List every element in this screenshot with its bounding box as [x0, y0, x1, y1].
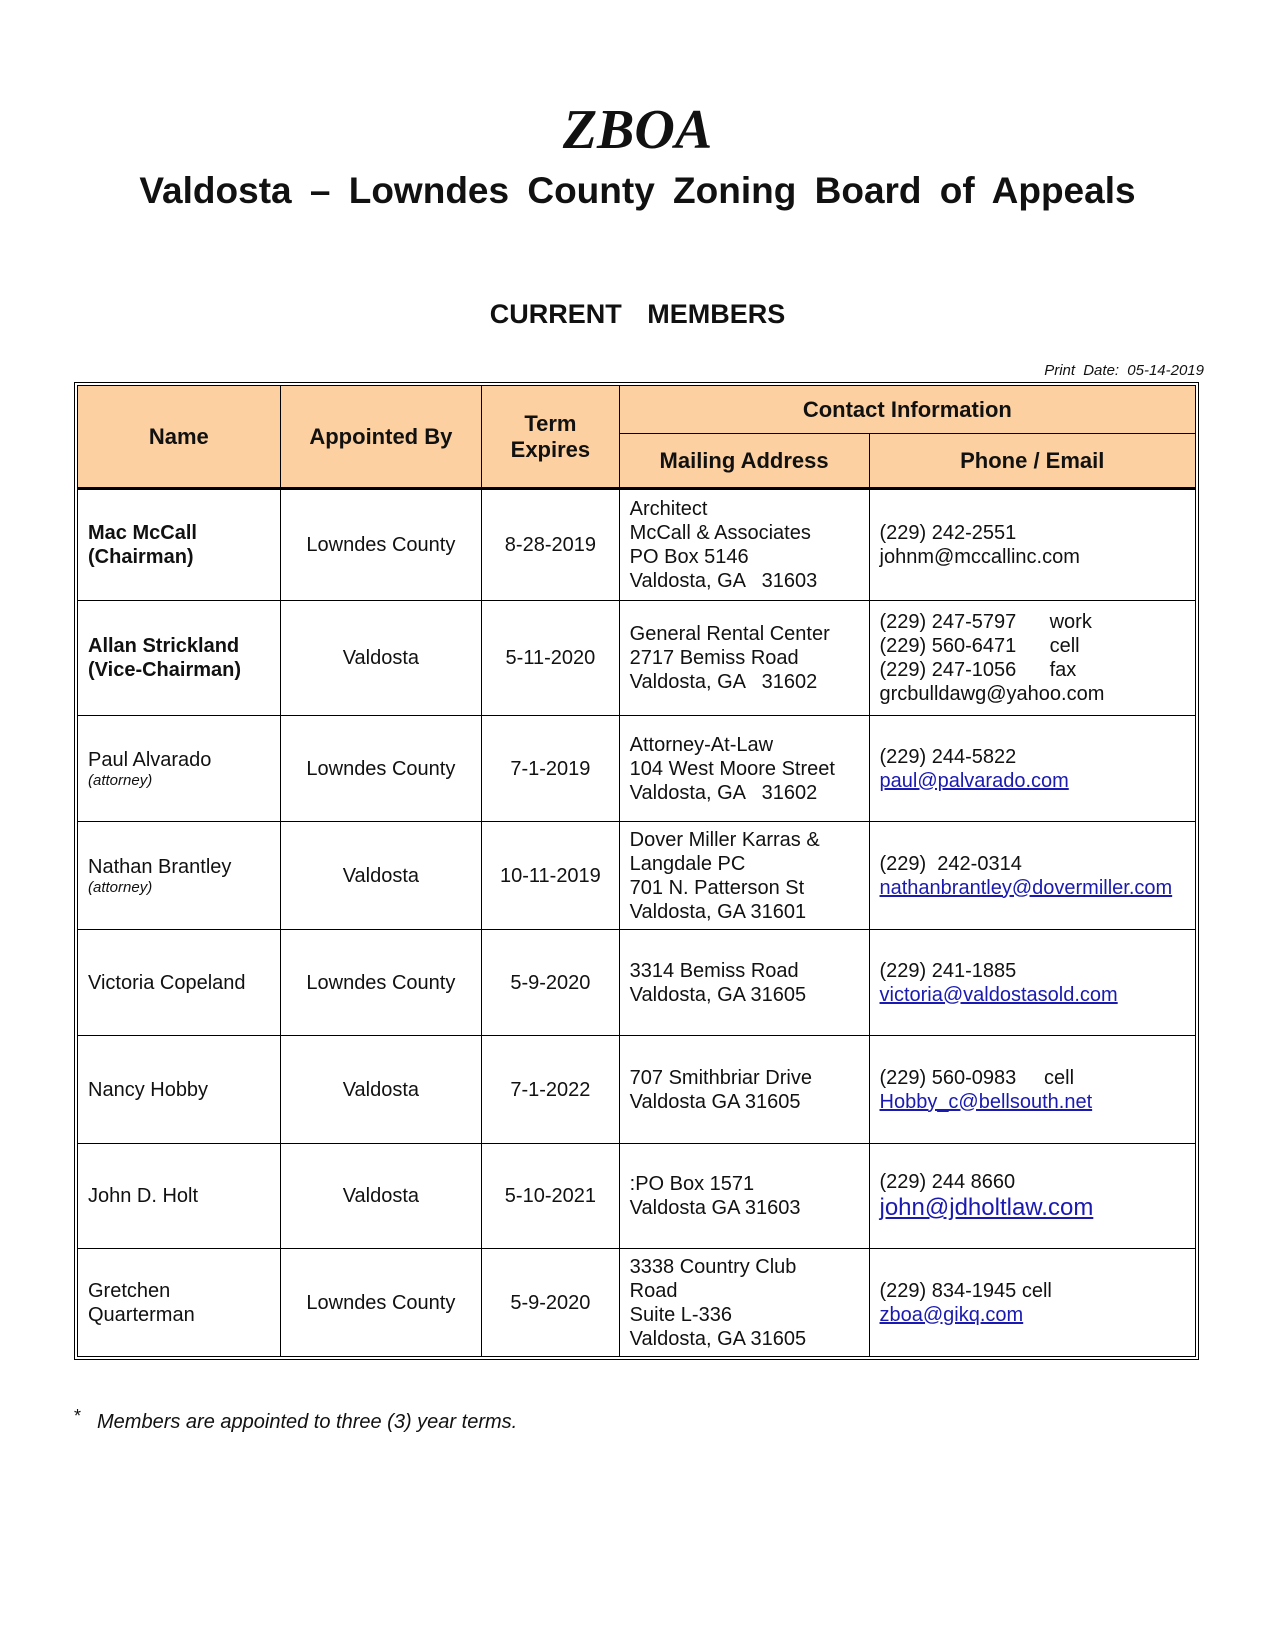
- col-header-contact-info: Contact Information: [619, 386, 1195, 434]
- address-line: Dover Miller Karras &: [629, 828, 820, 851]
- phone-number: (229) 241-1885: [879, 959, 1017, 982]
- mailing-address-cell: [619, 822, 869, 930]
- phone-number: (229) 242-0314: [879, 852, 1022, 875]
- mailing-address-cell: [619, 601, 869, 716]
- appointed-by-cell: Lowndes County: [280, 930, 482, 1036]
- member-name: Paul Alvarado: [88, 748, 212, 771]
- members-table-frame: [74, 382, 1199, 1360]
- phone-number: (229) 834-1945 cell: [879, 1279, 1052, 1302]
- print-date: [1044, 362, 1204, 380]
- phone-email-cell: [869, 716, 1196, 822]
- member-name-line2: Quarterman: [88, 1303, 195, 1326]
- phone-number: (229) 244 8660: [879, 1171, 1016, 1193]
- member-role: (attorney): [88, 771, 153, 789]
- mailing-address-cell: [619, 930, 869, 1036]
- member-name-cell: [78, 1249, 281, 1357]
- phone-email-cell: [869, 930, 1196, 1036]
- address-line: Road: [629, 1279, 678, 1302]
- term-expires-cell: 5-11-2020: [482, 601, 620, 716]
- appointed-by-cell: Valdosta: [280, 1144, 482, 1249]
- footnote-asterisk: *: [74, 1406, 82, 1426]
- email-link[interactable]: Hobby_c@bellsouth.net: [879, 1090, 1093, 1113]
- member-name: Mac McCall: [88, 522, 197, 544]
- appointed-by-cell: Valdosta: [280, 1036, 482, 1144]
- member-name-cell: [78, 716, 281, 822]
- address-line: Architect: [629, 498, 708, 520]
- term-expires-cell: 5-9-2020: [482, 930, 620, 1036]
- address-line: Valdosta, GA 31602: [629, 671, 818, 693]
- member-name-cell: [78, 1144, 281, 1249]
- board-title: Valdosta – Lowndes County Zoning Board of Appeals: [139, 170, 1136, 211]
- email-link[interactable]: victoria@valdostasold.com: [879, 983, 1118, 1006]
- member-role: (Vice-Chairman): [88, 659, 242, 681]
- address-line: Attorney-At-Law: [629, 733, 774, 756]
- address-line: Suite L-336: [629, 1303, 732, 1326]
- term-expires-cell: 5-10-2021: [482, 1144, 620, 1249]
- phone-number: (229) 560-6471 cell: [879, 635, 1080, 657]
- mailing-address-cell: [619, 1036, 869, 1144]
- address-line: Valdosta, GA 31602: [629, 781, 818, 804]
- col-header-term-line2: Expires: [510, 436, 591, 462]
- phone-email-cell: [869, 1144, 1196, 1249]
- address-line: Valdosta, GA 31603: [629, 570, 818, 592]
- term-expires-cell: 10-11-2019: [482, 822, 620, 930]
- address-line: 104 West Moore Street: [629, 757, 835, 780]
- print-date-label: Print Date:: [1044, 362, 1120, 379]
- table-row: [78, 1144, 1196, 1249]
- address-line: General Rental Center: [629, 623, 830, 645]
- table-row: [78, 489, 1196, 601]
- address-line: Valdosta GA 31605: [629, 1090, 801, 1113]
- email-address: johnm@mccallinc.com: [879, 546, 1080, 568]
- phone-number: (229) 247-5797 work: [879, 611, 1092, 633]
- member-name-cell: [78, 930, 281, 1036]
- print-date-value: 05-14-2019: [1127, 362, 1204, 379]
- phone-number: (229) 244-5822: [879, 745, 1017, 768]
- member-name-cell: [78, 489, 281, 601]
- mailing-address-cell: [619, 489, 869, 601]
- phone-email-cell: [869, 1249, 1196, 1357]
- mailing-address-cell: [619, 1249, 869, 1357]
- col-header-mailing-address: Mailing Address: [619, 434, 869, 489]
- member-name: Allan Strickland: [88, 635, 240, 657]
- phone-email-cell: [869, 601, 1196, 716]
- members-table-body: [78, 489, 1196, 1357]
- footnote-text: Members are appointed to three (3) year terms.: [97, 1411, 518, 1433]
- address-line: 3338 Country Club: [629, 1255, 797, 1278]
- phone-email-cell: [869, 822, 1196, 930]
- table-row: [78, 930, 1196, 1036]
- member-name: Nathan Brantley: [88, 855, 232, 878]
- phone-number: (229) 247-1056 fax: [879, 659, 1077, 681]
- table-row: [78, 1036, 1196, 1144]
- member-name: Victoria Copeland: [88, 971, 246, 994]
- appointed-by-cell: Lowndes County: [280, 1249, 482, 1357]
- member-name: John D. Holt: [88, 1185, 199, 1207]
- appointed-by-cell: Lowndes County: [280, 716, 482, 822]
- address-line: Valdosta GA 31603: [629, 1197, 801, 1219]
- members-table: [77, 385, 1196, 1357]
- term-expires-cell: 5-9-2020: [482, 1249, 620, 1357]
- col-header-appointed-by: Appointed By: [280, 386, 482, 489]
- member-role: (Chairman): [88, 546, 194, 568]
- address-line: McCall & Associates: [629, 522, 811, 544]
- email-link[interactable]: john@jdholtlaw.com: [879, 1194, 1094, 1221]
- col-header-term-expires: [482, 386, 620, 489]
- col-header-term-line1: Term: [524, 410, 577, 436]
- table-row: [78, 1249, 1196, 1357]
- address-line: :PO Box 1571: [629, 1173, 755, 1195]
- term-expires-cell: 7-1-2019: [482, 716, 620, 822]
- phone-number: (229) 560-0983 cell: [879, 1066, 1075, 1089]
- member-name-cell: [78, 1036, 281, 1144]
- col-header-phone-email: Phone / Email: [869, 434, 1196, 489]
- member-name: Gretchen: [88, 1279, 171, 1302]
- footnote: [74, 1404, 517, 1434]
- term-expires-cell: 7-1-2022: [482, 1036, 620, 1144]
- member-role: (attorney): [88, 878, 153, 896]
- address-line: Valdosta, GA 31601: [629, 900, 807, 923]
- appointed-by-cell: Lowndes County: [280, 489, 482, 601]
- member-name-cell: [78, 822, 281, 930]
- address-line: Valdosta, GA 31605: [629, 983, 807, 1006]
- phone-email-cell: [869, 1036, 1196, 1144]
- email-link[interactable]: paul@palvarado.com: [879, 769, 1069, 792]
- mailing-address-cell: [619, 1144, 869, 1249]
- email-link[interactable]: zboa@gikq.com: [879, 1303, 1024, 1326]
- table-row: [78, 601, 1196, 716]
- address-line: Langdale PC: [629, 852, 746, 875]
- zboa-logo: ZBOA: [562, 99, 713, 161]
- col-header-name: Name: [78, 386, 281, 489]
- address-line: 2717 Bemiss Road: [629, 647, 799, 669]
- address-line: 707 Smithbriar Drive: [629, 1066, 812, 1089]
- appointed-by-cell: Valdosta: [280, 601, 482, 716]
- section-heading: CURRENT MEMBERS: [489, 299, 786, 329]
- phone-number: (229) 242-2551: [879, 522, 1017, 544]
- table-row: [78, 716, 1196, 822]
- mailing-address-cell: [619, 716, 869, 822]
- table-row: [78, 822, 1196, 930]
- email-link[interactable]: nathanbrantley@dovermiller.com: [879, 876, 1173, 899]
- term-expires-cell: 8-28-2019: [482, 489, 620, 601]
- address-line: 3314 Bemiss Road: [629, 959, 799, 982]
- email-address: grcbulldawg@yahoo.com: [879, 683, 1105, 705]
- member-name: Nancy Hobby: [88, 1078, 209, 1101]
- address-line: Valdosta, GA 31605: [629, 1327, 807, 1350]
- address-line: PO Box 5146: [629, 546, 749, 568]
- address-line: 701 N. Patterson St: [629, 876, 805, 899]
- phone-email-cell: [869, 489, 1196, 601]
- member-name-cell: [78, 601, 281, 716]
- appointed-by-cell: Valdosta: [280, 822, 482, 930]
